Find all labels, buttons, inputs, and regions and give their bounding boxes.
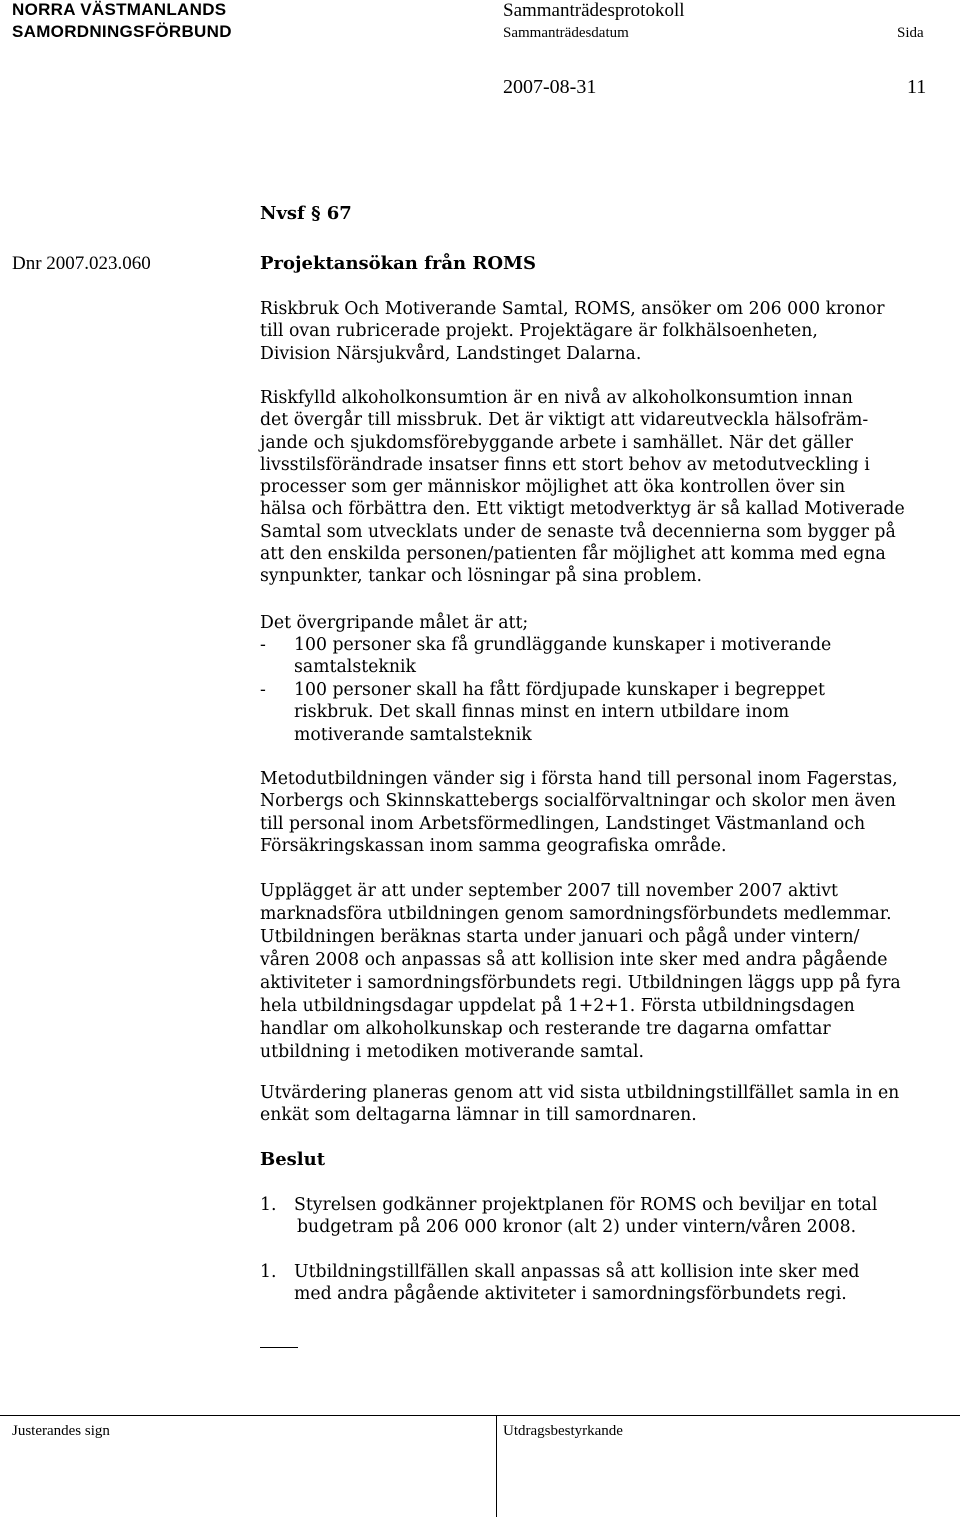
org-name-line2: SAMORDNINGSFÖRBUND <box>12 22 232 41</box>
text-line: till personal inom Arbetsförmedlingen, Landstinget Västmanland och <box>260 813 866 834</box>
certification-label: Utdragsbestyrkande <box>503 1423 623 1439</box>
text-line: Metodutbildningen vänder sig i första hand till personal inom Fagerstas, <box>260 769 898 789</box>
dnr: Dnr 2007.023.060 <box>12 253 151 274</box>
text-line: processer som ger människor möjlighet att öka kontrollen över sin <box>260 477 846 498</box>
decision-item <box>294 1194 877 1239</box>
text-line: jande och sjukdomsförebyggande arbete i samhället. När det gäller <box>260 432 853 453</box>
goal-item <box>294 634 831 679</box>
text-line: med andra pågående aktiviteter i samordningsförbundets regi. <box>294 1284 847 1305</box>
text-line: Upplägget är att under september 2007 till november 2007 aktivt <box>260 881 838 901</box>
text-line: samtalsteknik <box>294 657 416 678</box>
footer-rule <box>0 1415 960 1416</box>
end-rule <box>260 1347 298 1348</box>
goal-marker: - <box>260 680 266 700</box>
text-line: det övergår till missbruk. Det är viktigt att vidareutveckla hälsofräm- <box>260 410 869 431</box>
page-label: Sida <box>897 25 924 41</box>
text-line: synpunkter, tankar och lösningar på sina problem. <box>260 566 702 587</box>
text-line: hälsa och förbättra den. Ett viktigt metodverktyg är så kallad Motiverade <box>260 499 905 520</box>
text-line: enkät som deltagarna lämnar in till samordnaren. <box>260 1105 697 1126</box>
paragraph-target-group <box>260 768 950 857</box>
paragraph-sign: § <box>311 203 321 224</box>
text-line: aktiviteter i samordningsförbundets regi. Utbildningen läggs upp på fyra <box>260 973 901 993</box>
text-line: Samtal som utvecklats under de senaste två decennierna som bygger på <box>260 521 896 542</box>
text-line: Utbildningen beräknas starta under januari och pågå under vintern/ <box>260 927 860 947</box>
text-line: riskbruk. Det skall finnas minst en intern utbildare inom <box>294 702 790 723</box>
text-line: våren 2008 och anpassas så att kollision inte sker med andra pågående <box>260 950 888 970</box>
meeting-date: 2007-08-31 <box>503 76 597 98</box>
section-prefix: Nvsf <box>260 203 305 224</box>
goal-marker: - <box>260 635 266 655</box>
goal-intro <box>260 612 950 634</box>
doc-type: Sammanträdesprotokoll <box>503 0 685 21</box>
paragraph-evaluation <box>260 1082 950 1127</box>
paragraph-plan <box>260 880 950 1064</box>
text-line: 100 personer skall ha fått fördjupade kunskaper i begreppet <box>294 680 825 700</box>
text-line: Utbildningstillfällen skall anpassas så att kollision inte sker med <box>294 1262 860 1282</box>
text-line: Försäkringskassan inom samma geografiska område. <box>260 835 727 856</box>
text-line: motiverande samtalsteknik <box>294 724 532 745</box>
text-line: Norbergs och Skinnskattebergs socialförvaltningar och skolor men även <box>260 791 896 812</box>
text-line: Riskbruk Och Motiverande Samtal, ROMS, ansöker om 206 000 kronor <box>260 299 885 319</box>
text-line: att den enskilda personen/patienten får möjlighet att komma med egna <box>260 544 886 565</box>
text-line: Riskfylld alkoholkonsumtion är en nivå av alkoholkonsumtion innan <box>260 388 853 408</box>
org-name-line1: NORRA VÄSTMANLANDS <box>12 0 227 19</box>
footer-divider <box>496 1415 497 1517</box>
signature-label: Justerandes sign <box>12 1423 110 1439</box>
page-number: 11 <box>907 76 927 98</box>
text-line: Styrelsen godkänner projektplanen för ROMS och beviljar en total <box>294 1195 878 1215</box>
text-line: utbildning i metodiken motiverande samtal. <box>260 1042 645 1062</box>
text-line: handlar om alkoholkunskap och resterande tre dagarna omfattar <box>260 1019 831 1039</box>
text-line: livsstilsförändrade insatser finns ett stort behov av metodutveckling i <box>260 454 870 475</box>
decision-heading: Beslut <box>260 1149 326 1170</box>
decision-marker: 1. <box>260 1262 277 1282</box>
section-heading <box>260 203 352 224</box>
text-line: budgetram på 206 000 kronor (alt 2) under vintern/våren 2008. <box>297 1217 857 1238</box>
paragraph-intro <box>260 298 950 365</box>
text-line: marknadsföra utbildningen genom samordningsförbundets medlemmar. <box>260 904 892 924</box>
text-line: till ovan rubricerade projekt. Projektägare är folkhälsoenheten, <box>260 321 818 342</box>
text-line: hela utbildningsdagar uppdelat på 1+2+1. Första utbildningsdagen <box>260 996 855 1016</box>
paragraph-background <box>260 387 950 588</box>
section-title: Projektansökan från ROMS <box>260 253 536 274</box>
goal-item <box>294 679 825 746</box>
text-line: Utvärdering planeras genom att vid sista utbildningstillfället samla in en <box>260 1083 900 1103</box>
text-line: Division Närsjukvård, Landstinget Dalarna. <box>260 343 642 364</box>
date-label: Sammanträdesdatum <box>503 25 629 41</box>
decision-item <box>294 1261 859 1306</box>
text-line: 100 personer ska få grundläggande kunskaper i motiverande <box>294 635 832 655</box>
decision-marker: 1. <box>260 1195 277 1215</box>
section-number: 67 <box>326 203 352 224</box>
text-line: Det övergripande målet är att; <box>260 613 529 633</box>
